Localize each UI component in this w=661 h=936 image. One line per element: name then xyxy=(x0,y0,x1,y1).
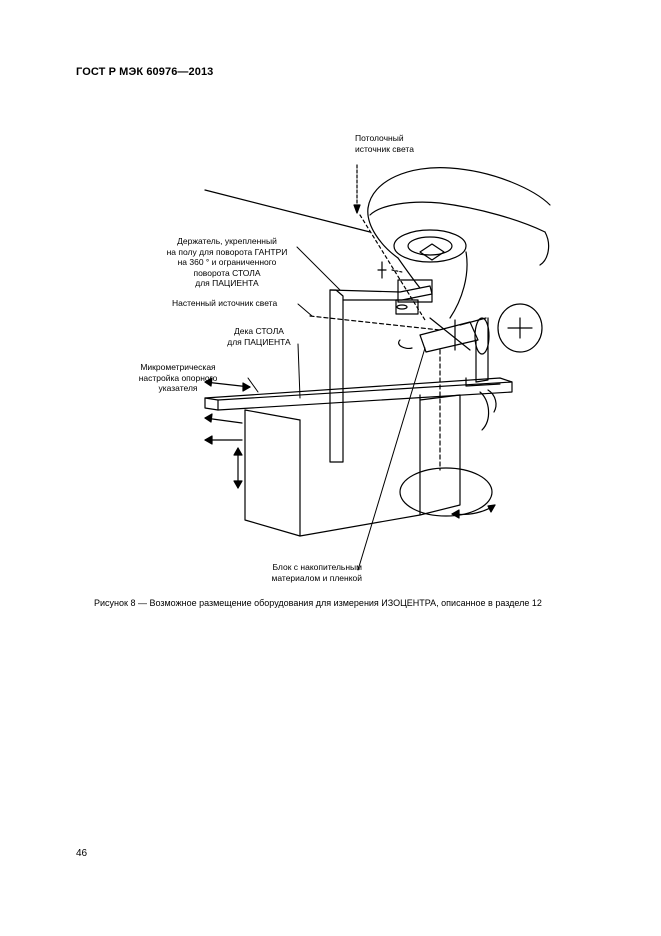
label-wall-light: Настенный источник света xyxy=(172,298,278,308)
patient-table xyxy=(205,378,512,536)
floor-holder xyxy=(330,262,432,462)
document-header: ГОСТ Р МЭК 60976—2013 xyxy=(76,66,214,78)
gantry-cylinder xyxy=(399,304,542,382)
label-film-block: Блок с накопительным материалом и пленкой xyxy=(271,562,362,583)
label-table-top: Дека СТОЛА для ПАЦИЕНТА xyxy=(227,326,291,347)
label-floor-holder: Держатель, укрепленный на полу для поворота ГАНТРИ на 360 ° и ограниченного поворота СТОЛА для ПАЦИЕНТА xyxy=(166,236,288,288)
figure-caption: Рисунок 8 — Возможное размещение оборудования для измерения ИЗОЦЕНТРА, описанное в разделе 12 xyxy=(94,598,542,608)
label-ceiling-light: Потолочный источник света xyxy=(355,133,414,154)
page-number: 46 xyxy=(76,848,88,859)
label-micrometer-adjustment: Микрометрическая настройка опорного указателя xyxy=(138,362,218,393)
motion-arrows xyxy=(205,378,496,518)
floor-turntable xyxy=(400,350,492,516)
ceiling-light-ray xyxy=(354,165,425,320)
